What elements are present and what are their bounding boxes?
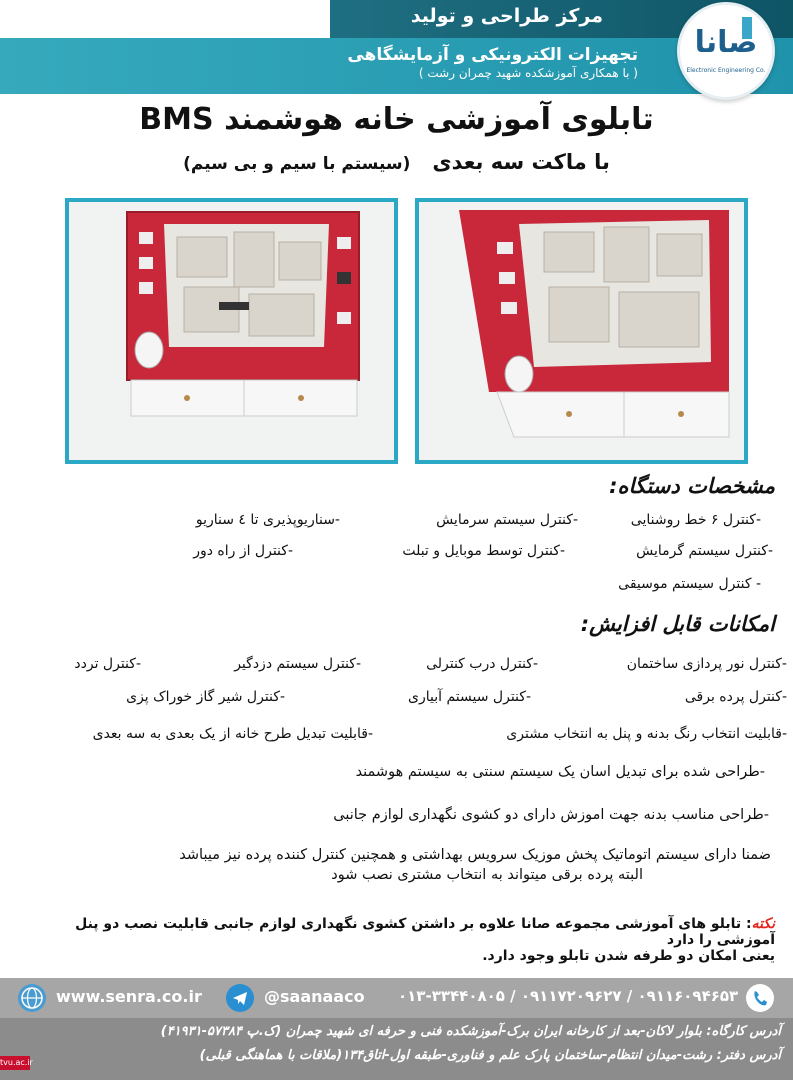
header-subtitle-note: ( با همکاری آموزشکده شهید چمران رشت ): [418, 66, 638, 80]
spec-item: -کنترل توسط موبایل و تبلت: [402, 543, 565, 559]
upgrade-line: -طراحی شده برای تبدیل اسان یک سیستم سنتی به سیستم هوشمند: [355, 764, 765, 780]
globe-icon: [18, 984, 46, 1012]
extra-line: البته پرده برقی میتواند به انتخاب مشتری نصب شود: [331, 867, 643, 883]
upgrade-line: -طراحی مناسب بدنه جهت اموزش دارای دو کشوی نگهداری لوازم جانبی: [333, 807, 769, 823]
header-org: مرکز طراحی و تولید: [410, 5, 603, 27]
upgrade-item: -کنترل شیر گاز خوراک پزی: [126, 689, 285, 705]
telegram-icon: [226, 984, 254, 1012]
telegram-handle[interactable]: @saanaaco: [264, 987, 365, 1006]
page-subtitle: [0, 150, 793, 174]
spec-item: - کنترل سیستم موسیقی: [618, 576, 761, 592]
upgrade-item: -کنترل درب کنترلی: [426, 656, 538, 672]
logo-subtext: Electronic Engineering Co.: [686, 67, 766, 74]
product-photo-front: [65, 198, 398, 464]
tvu-watermark: tvu.ac.ir: [0, 1056, 30, 1070]
phone-icon: [746, 984, 774, 1012]
spec-item: -کنترل سیستم گرمایش: [636, 543, 773, 559]
logo-text: صانا: [694, 25, 758, 60]
spec-item: -سناریوپذیری تا ٤ سناریو: [195, 512, 340, 528]
upgrade-item: -کنترل نور پردازی ساختمان: [626, 656, 787, 672]
upgrade-item: -قابلیت انتخاب رنگ بدنه و پنل به انتخاب مشتری: [506, 726, 787, 742]
extra-line: ضمنا دارای سیستم اتوماتیک پخش موزیک سرویس بهداشتی و همچنین کنترل کننده پرده نیز میباشد: [179, 847, 771, 863]
note-text-2: یعنی امکان دو طرفه شدن تابلو وجود دارد.: [482, 948, 775, 964]
upgrade-item: -کنترل تردد: [74, 656, 141, 672]
website-link[interactable]: www.senra.co.ir: [56, 987, 202, 1006]
footer: [0, 978, 793, 1080]
product-photo-angled: [415, 198, 748, 464]
upgrades-heading: امکانات قابل افزایش:: [580, 612, 775, 636]
upgrade-item: -کنترل سیستم دزدگیر: [234, 656, 361, 672]
spec-item: -کنترل ۶ خط روشنایی: [630, 512, 761, 528]
note: [15, 916, 775, 964]
subtitle-main: با ماکت سه بعدی: [432, 150, 610, 174]
note-label: نکته: [751, 916, 775, 932]
upgrade-item: -قابلیت تبدیل طرح خانه از یک بعدی به سه بعدی: [92, 726, 373, 742]
company-logo: [677, 2, 775, 100]
header-subtitle: تجهیزات الکترونیکی و آزمایشگاهی: [347, 45, 638, 65]
page-title: تابلوی آموزشی خانه هوشمند BMS: [139, 102, 654, 137]
upgrade-item: -کنترل پرده برقی: [684, 689, 787, 705]
note-text: : تابلو های آموزشی مجموعه صانا علاوه بر داشتن کشوی نگهداری لوازم جانبی قابلیت نصب دو پنل آموزشی را دارد: [75, 916, 775, 948]
specs-heading: مشخصات دستگاه:: [609, 474, 775, 498]
workshop-address: آدرس کارگاه: بلوار لاکان-بعد از کارخانه ایران برک-آموزشکده فنی و حرفه ای شهید چمران (ک.پ ۵۷۳۸۴-۴۱۹۳۱): [160, 1024, 781, 1039]
upgrade-item: -کنترل سیستم آبیاری: [408, 689, 531, 705]
phone-numbers: ۰۱۳-۳۳۴۴۰۸۰۵ / ۰۹۱۱۷۲۰۹۶۲۷ / ۰۹۱۱۶۰۹۴۶۵۳: [398, 987, 739, 1005]
spec-item: -کنترل سیستم سرمایش: [436, 512, 578, 528]
office-address: آدرس دفتر: رشت-میدان انتظام-ساختمان پارک علم و فناوری-طبقه اول-اتاق۱۳۴(ملاقات با هماهنگی قبلی): [199, 1048, 781, 1063]
subtitle-paren: (سیستم با سیم و بی سیم): [183, 154, 411, 174]
spec-item: -کنترل از راه دور: [193, 543, 293, 559]
